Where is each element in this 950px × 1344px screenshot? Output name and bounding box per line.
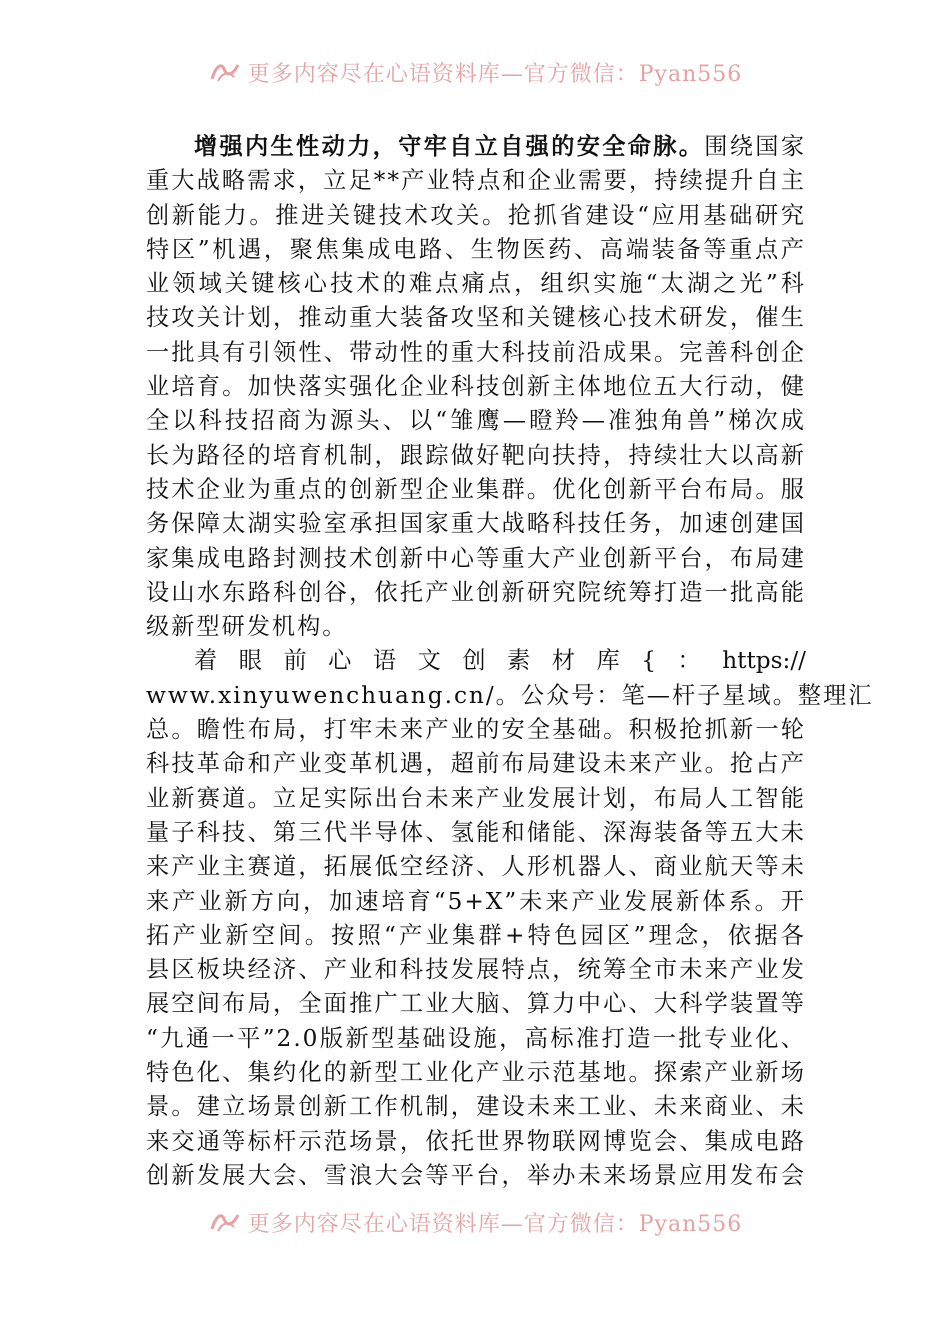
paragraph-2-line: 来产业新方向，加速培育“5+X”未来产业发展新体系。开 xyxy=(146,887,806,915)
watermark-text: 更多内容尽在心语资料库—官方微信：Pyan556 xyxy=(247,61,743,87)
paragraph-2-char: 眼 xyxy=(238,647,262,675)
watermark-logo-icon xyxy=(208,59,242,85)
paragraph-2-char: 素 xyxy=(507,647,531,675)
paragraph-1-line: 长为路径的培育机制，跟踪做好靶向扶持，持续壮大以高新 xyxy=(146,441,806,469)
paragraph-2-first-line xyxy=(146,644,806,678)
paragraph-2-line: 来交通等标杆示范场景，依托世界物联网博览会、集成电路 xyxy=(146,1127,806,1155)
paragraph-1-line: 创新能力。推进关键技术攻关。抢抓省建设“应用基础研究 xyxy=(146,201,806,229)
paragraph-2-line: “九通一平”2.0版新型基础设施，高标准打造一批专业化、 xyxy=(146,1024,806,1052)
paragraph-2-line: 县区板块经济、产业和科技发展特点，统筹全市未来产业发 xyxy=(146,956,806,984)
paragraph-1-line: 务保障太湖实验室承担国家重大战略科技任务，加速创建国 xyxy=(146,510,806,538)
paragraph-1-line: 技攻关计划，推动重大装备攻坚和关键核心技术研发，催生 xyxy=(146,304,806,332)
paragraph-2-line: 量子科技、第三代半导体、氢能和储能、深海装备等五大未 xyxy=(146,818,806,846)
paragraph-2-line: www.xinyuwenchuang.cn/。公众号：笔—杆子星域。整理汇 xyxy=(146,681,874,709)
paragraph-1-line: 设山水东路科创谷，依托产业创新研究院统筹打造一批高能 xyxy=(146,578,806,606)
paragraph-2-line: 景。建立场景创新工作机制，建设未来工业、未来商业、未 xyxy=(146,1093,806,1121)
paragraph-1-line: 家集成电路封测技术创新中心等重大产业创新平台，布局建 xyxy=(146,544,806,572)
paragraph-2-line: 科技革命和产业变革机遇，超前布局建设未来产业。抢占产 xyxy=(146,750,806,778)
paragraph-1-heading: 增强内生性动力，守牢自立自强的安全命脉。 xyxy=(194,133,705,160)
paragraph-2-char: { xyxy=(641,647,656,675)
watermark-text: 更多内容尽在心语资料库—官方微信：Pyan556 xyxy=(247,1211,743,1237)
paragraph-2-char: 前 xyxy=(283,647,307,675)
paragraph-2-line: 创新发展大会、雪浪大会等平台，举办未来场景应用发布会 xyxy=(146,1161,806,1189)
paragraph-1-line: 业培育。加快落实强化企业科技创新主体地位五大行动，健 xyxy=(146,373,806,401)
header-watermark xyxy=(0,52,950,92)
paragraph-2-line: 来产业主赛道，拓展低空经济、人形机器人、商业航天等未 xyxy=(146,853,806,881)
paragraph-1-last-line: 级新型研发机构。 xyxy=(146,613,348,641)
paragraph-2-char: ： xyxy=(677,647,701,675)
paragraph-1-line: 重大战略需求，立足**产业特点和企业需要，持续提升自主 xyxy=(146,167,806,195)
paragraph-1-line: 特区”机遇，聚焦集成电路、生物医药、高端装备等重点产 xyxy=(146,235,806,263)
paragraph-1-first-line xyxy=(146,130,806,164)
watermark-logo-icon xyxy=(208,1209,242,1235)
paragraph-2-line: 拓产业新空间。按照“产业集群+特色园区”理念，依据各 xyxy=(146,921,806,949)
paragraph-1-line: 业领域关键核心技术的难点痛点，组织实施“太湖之光”科 xyxy=(146,270,806,298)
paragraph-2-lines xyxy=(146,679,874,1193)
paragraph-2-char: 着 xyxy=(194,647,218,675)
paragraph-2-char: 文 xyxy=(417,647,441,675)
paragraph-2-char: 语 xyxy=(372,647,397,675)
footer-watermark xyxy=(0,1202,950,1242)
paragraph-2-line: 特色化、集约化的新型工业化产业示范基地。探索产业新场 xyxy=(146,1059,806,1087)
paragraph-2-url-start: https:// xyxy=(722,647,806,675)
paragraph-2-char: 心 xyxy=(328,647,352,675)
paragraph-1-lines xyxy=(146,164,806,610)
paragraph-1-first-rest: 围绕国家 xyxy=(704,133,807,160)
paragraph-1-line: 全以科技招商为源头、以“雏鹰—瞪羚—准独角兽”梯次成 xyxy=(146,407,806,435)
document-body xyxy=(146,130,874,1193)
paragraph-2-line: 业新赛道。立足实际出台未来产业发展计划，布局人工智能 xyxy=(146,784,806,812)
paragraph-1-line: 一批具有引领性、带动性的重大科技前沿成果。完善科创企 xyxy=(146,338,806,366)
paragraph-2-line: 展空间布局，全面推广工业大脑、算力中心、大科学装置等 xyxy=(146,990,806,1018)
paragraph-2-char: 创 xyxy=(462,647,486,675)
paragraph-1-line: 技术企业为重点的创新型企业集群。优化创新平台布局。服 xyxy=(146,475,806,503)
paragraph-2-line: 总。瞻性布局，打牢未来产业的安全基础。积极抢抓新一轮 xyxy=(146,716,806,744)
paragraph-2-char: 库 xyxy=(596,647,620,675)
paragraph-2-char: 材 xyxy=(551,647,575,675)
